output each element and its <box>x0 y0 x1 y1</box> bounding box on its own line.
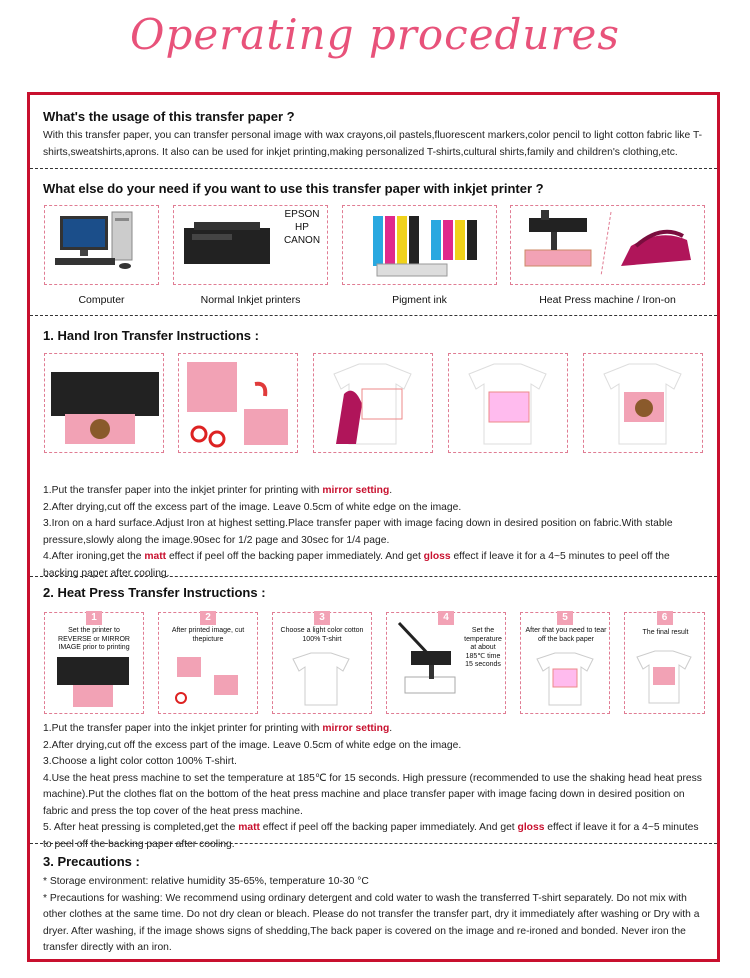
press-step-2 <box>158 612 258 714</box>
ink-box <box>342 205 497 285</box>
hand-step-4-text: 4.After ironing,get the <box>43 551 145 562</box>
precaution-storage: * Storage environment: relative humidity 35-65%, temperature 10-30 °C <box>43 876 369 887</box>
needs-heading: What else do your need if you want to use this transfer paper with inkjet printer ? <box>43 181 544 196</box>
usage-heading: What's the usage of this transfer paper ? <box>43 109 295 124</box>
content-frame <box>27 92 720 962</box>
scissors-icon <box>179 354 296 451</box>
divider <box>30 576 717 577</box>
brand-canon: CANON <box>283 235 321 246</box>
brand-list <box>278 208 326 247</box>
press-step-4 <box>386 612 506 714</box>
hand-iron-section <box>43 328 708 343</box>
press-text-5 <box>43 820 708 853</box>
precautions-heading: 3. Precautions : <box>43 854 140 869</box>
gloss-label: gloss <box>517 822 545 833</box>
step-text: Set the printer to REVERSE or MIRROR IMAGE prior to printing <box>58 627 130 651</box>
press-step-1 <box>44 612 144 714</box>
step-number: 6 <box>657 611 673 625</box>
usage-text: With this transfer paper, you can transfer personal image with wax crayons,oil pastels,fluorescent markers,color pencil to light cotton fabric like T-shirts,sweatshirts,aprons. It also can be used for inkjet printing,making personalized T-shirts,cultural shirts,family and children's clothing,etc. <box>43 130 703 158</box>
hand-step-4-mid: effect if peel off the backing paper immediately. And get <box>166 551 424 562</box>
hand-step-result <box>583 353 703 453</box>
mirror-setting-label: mirror setting <box>322 485 390 496</box>
hand-step-1 <box>43 483 708 500</box>
press-text-5-mid: effect if peel off the backing paper immediately. And get <box>259 822 518 833</box>
printer-box <box>173 205 328 285</box>
hand-step-1-end: . <box>389 485 393 496</box>
divider <box>30 843 717 844</box>
caption-ink: Pigment ink <box>392 294 447 306</box>
tshirt-result-icon <box>625 647 703 707</box>
step-text: Set the temperature at about 185℃ time 15 seconds <box>464 627 502 668</box>
heat-press-icon <box>389 617 464 712</box>
press-step-5 <box>520 612 610 714</box>
ink-icon <box>343 206 495 283</box>
computer-box <box>44 205 159 285</box>
step-number: 5 <box>557 611 573 625</box>
press-text-5-end: effect if leave it for a 4~5 minutes to peel off the backing paper after cooling. <box>43 822 699 850</box>
press-text-1-end: . <box>389 723 393 734</box>
divider <box>30 168 717 169</box>
tshirt-icon <box>273 649 370 709</box>
matt-label: matt <box>238 822 260 833</box>
brand-epson: EPSON <box>284 209 320 220</box>
step-text: After printed image, cut thepicture <box>171 627 245 643</box>
hand-step-3: 3.Iron on a hard surface.Adjust Iron at highest setting.Place transfer paper with image facing down in desired position on fabric.With stable pressure,slowly along the image.90sec for 1/2 page and 30sec for 1/4 page. <box>43 518 673 546</box>
press-box <box>510 205 705 285</box>
needs-section <box>43 181 708 196</box>
usage-section <box>43 109 708 161</box>
printer-icon <box>174 206 274 283</box>
computer-icon <box>45 206 157 283</box>
step-number: 4 <box>438 611 454 625</box>
step-text: After that you need to tear off the back paper <box>525 627 607 643</box>
brand-hp: HP <box>295 222 309 233</box>
press-step-3 <box>272 612 372 714</box>
printer-icon <box>45 653 142 713</box>
step-number: 2 <box>200 611 216 625</box>
hand-step-peel <box>448 353 568 453</box>
step-number: 1 <box>86 611 102 625</box>
press-text-3: 3.Choose a light color cotton 100% T-shirt. <box>43 756 237 767</box>
step-number: 3 <box>314 611 330 625</box>
tshirt-icon <box>449 354 566 451</box>
hand-step-2: 2.After drying,cut off the excess part of the image. Leave 0.5cm of white edge on the image. <box>43 501 462 513</box>
cut-icon <box>159 653 256 713</box>
tshirt-icon <box>521 649 608 709</box>
precautions-section <box>43 854 708 957</box>
iron-icon <box>314 354 431 451</box>
page-title: Operating procedures <box>130 10 620 59</box>
hand-step-cut <box>178 353 298 453</box>
hand-step-4 <box>43 549 708 582</box>
heat-press-heading: 2. Heat Press Transfer Instructions : <box>43 585 266 600</box>
precaution-washing: * Precautions for washing: We recommend using ordinary detergent and cold water to wash the transferred T-shirt separately. Do not mix with other clothes at the same time. Do not dry clean or bleach. Please do not transfer the transfer part, dry it immediately after washing or Dry with a dryer. After washing, if the image shows signs of shedding,The back paper is covered on the image and re-ironed and bonded. Never iron the transfer directly with an iron. <box>43 892 700 953</box>
printer-icon <box>45 354 162 451</box>
caption-computer: Computer <box>78 294 125 306</box>
hand-step-iron <box>313 353 433 453</box>
hand-step-print <box>44 353 164 453</box>
press-text-1 <box>43 721 708 738</box>
caption-printer: Normal Inkjet printers <box>200 294 301 306</box>
hand-iron-steps <box>43 483 708 582</box>
press-text-1-text: 1.Put the transfer paper into the inkjet printer for printing with <box>43 723 323 734</box>
matt-label: matt <box>144 551 167 562</box>
step-text: Choose a light color cotton 100% T-shirt <box>280 627 364 643</box>
press-text-4: 4.Use the heat press machine to set the temperature at 185℃ for 15 seconds. High pressure (recommended to use the shaking head heat press machine).Put the clothes flat on the bottom of the heat press machine and place transfer paper with image facing down in desired position on fabric and press the top cover of the heat press machine. <box>43 772 702 817</box>
press-step-6 <box>624 612 705 714</box>
caption-press: Heat Press machine / Iron-on <box>539 294 676 306</box>
hand-step-4-end: effect if leave it for a 4~5 minutes to peel off the backing paper after cooling. <box>43 551 670 579</box>
press-text-5-text: 5. After heat pressing is completed,get the <box>43 822 239 833</box>
gloss-label: gloss <box>423 551 451 562</box>
heat-press-steps <box>43 721 708 853</box>
heat-press-icon <box>511 206 703 283</box>
step-text: The final result <box>642 629 689 636</box>
heat-press-section <box>43 585 708 600</box>
mirror-setting-label: mirror setting <box>322 723 390 734</box>
divider <box>30 315 717 316</box>
hand-iron-heading: 1. Hand Iron Transfer Instructions : <box>43 328 259 343</box>
hand-step-1-text: 1.Put the transfer paper into the inkjet printer for printing with <box>43 485 323 496</box>
tshirt-result-icon <box>584 354 701 451</box>
press-text-2: 2.After drying,cut off the excess part of the image. Leave 0.5cm of white edge on the image. <box>43 739 462 751</box>
